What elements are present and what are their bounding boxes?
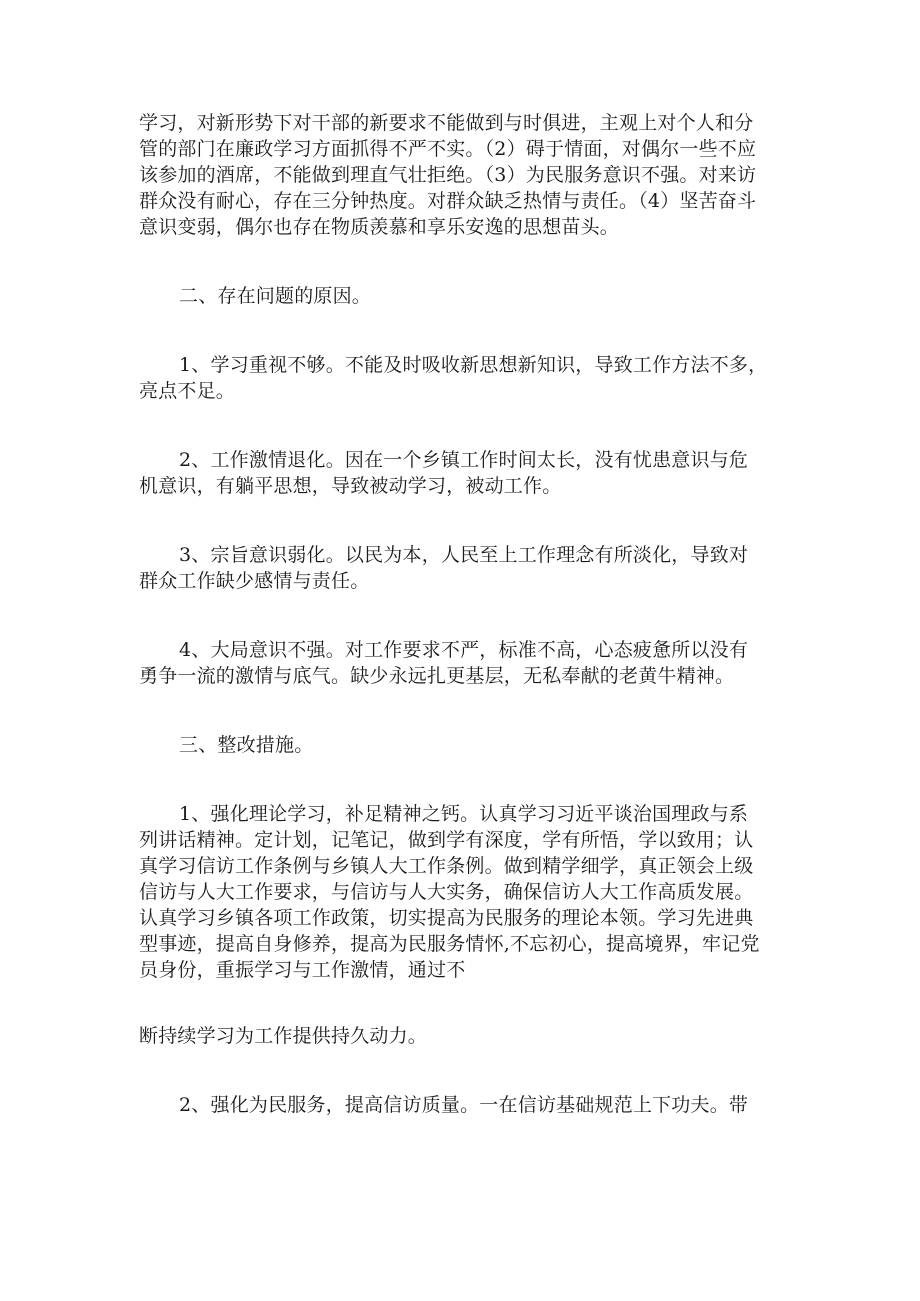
text-line: 断持续学习为工作提供持久动力。 <box>139 1025 428 1047</box>
text-line: 2、强化为民服务，提高信访质量。一在信访基础规范上下功夫。带 <box>179 1094 749 1116</box>
section-heading-causes <box>139 283 799 309</box>
text-line: 型事迹，提高自身修养，提高为民服务情怀,不忘初心，提高境界，牢记党 <box>139 933 760 955</box>
text-line: 学习，对新形势下对干部的新要求不能做到与时俱进，主观上对个人和分 <box>139 112 754 134</box>
measure-paragraph-1-continuation <box>139 1023 799 1049</box>
heading-text: 三、整改措施。 <box>179 734 314 756</box>
text-line: 1、学习重视不够。不能及时吸收新思想新知识，导致工作方法不多， <box>179 354 768 376</box>
measure-paragraph-1 <box>139 801 799 983</box>
text-line: 群众没有耐心，存在三分钟热度。对群众缺乏热情与责任。（4）坚苦奋斗 <box>139 190 757 212</box>
text-line: 真学习信访工作条例与乡镇人大工作条例。做到精学细学，真正领会上级 <box>139 855 754 877</box>
intro-paragraph <box>139 110 799 240</box>
reason-paragraph-1 <box>139 352 799 404</box>
text-line: 机意识，有躺平思想，导致被动学习，被动工作。 <box>139 475 562 497</box>
text-line: 意识变弱，偶尔也存在物质羡慕和享乐安逸的思想苗头。 <box>139 216 620 238</box>
text-line: 亮点不足。 <box>139 380 236 402</box>
reason-paragraph-4 <box>139 637 799 689</box>
text-line: 信访与人大工作要求，与信访与人大实务，确保信访人大工作高质发展。 <box>139 881 754 903</box>
reason-paragraph-3 <box>139 542 799 594</box>
section-heading-measures <box>139 732 799 758</box>
reason-paragraph-2 <box>139 447 799 499</box>
text-line: 该参加的酒席，不能做到理直气壮拒绝。（3）为民服务意识不强。对来访 <box>139 164 757 186</box>
text-line: 3、宗旨意识弱化。以民为本，人民至上工作理念有所淡化，导致对 <box>179 544 749 566</box>
measure-paragraph-2 <box>139 1092 799 1118</box>
text-line: 勇争一流的激情与底气。缺少永远扎更基层，无私奉献的老黄牛精神。 <box>139 665 735 687</box>
text-line: 2、工作激情退化。因在一个乡镇工作时间太长，没有忧患意识与危 <box>179 449 749 471</box>
text-line: 4、大局意识不强。对工作要求不严，标准不高，心态疲惫所以没有 <box>179 639 749 661</box>
text-line: 1、强化理论学习，补足精神之钙。认真学习习近平谈治国理政与系 <box>179 803 749 825</box>
text-line: 认真学习乡镇各项工作政策，切实提高为民服务的理论本领。学习先进典 <box>139 907 754 929</box>
text-line: 员身份，重振学习与工作激情，通过不 <box>139 959 466 981</box>
text-line: 群众工作缺少感情与责任。 <box>139 570 370 592</box>
heading-text: 二、存在问题的原因。 <box>179 285 372 307</box>
document-page <box>139 110 799 1118</box>
text-line: 列讲话精神。定计划，记笔记，做到学有深度，学有所悟，学以致用；认 <box>139 829 754 851</box>
text-line: 管的部门在廉政学习方面抓得不严不实。（2）碍于情面，对偶尔一些不应 <box>139 138 757 160</box>
